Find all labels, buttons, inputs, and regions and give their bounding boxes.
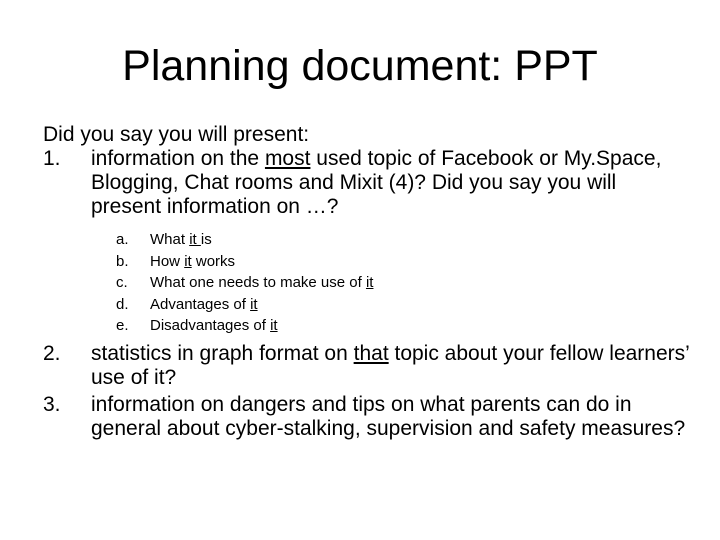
sub-item-text: What it is xyxy=(150,231,212,248)
item-text: statistics in graph format on that topic about your fellow learners’ use of it? xyxy=(91,342,690,389)
sub-item-text: What one needs to make use of it xyxy=(150,274,374,291)
item-number: 3. xyxy=(43,393,61,416)
sub-item-letter: b. xyxy=(116,253,129,270)
item-text: information on the most used topic of Facebook or My.Space, Blogging, Chat rooms and Mixit (4)? Did you say you will present information on …? xyxy=(91,147,662,218)
item-text: information on dangers and tips on what parents can do in general about cyber-stalking, supervision and safety measures? xyxy=(91,393,686,440)
sub-item-letter: a. xyxy=(116,231,129,248)
list-item xyxy=(0,147,720,227)
sub-item-letter: e. xyxy=(116,317,129,334)
sub-item-letter: d. xyxy=(116,296,129,313)
list-item xyxy=(0,342,720,392)
sub-list-item xyxy=(0,315,720,337)
sub-list-item xyxy=(0,272,720,294)
list-item xyxy=(0,393,720,473)
sub-item-text: Disadvantages of it xyxy=(150,317,278,334)
item-number: 1. xyxy=(43,147,61,170)
intro-line: Did you say you will present: xyxy=(43,123,310,146)
sub-item-text: How it works xyxy=(150,253,236,270)
sub-list-item xyxy=(0,294,720,316)
sub-list-item xyxy=(0,251,720,273)
underlined-word: most xyxy=(264,147,311,170)
slide-title: Planning document: PPT xyxy=(122,42,598,90)
underlined-word: that xyxy=(353,342,389,365)
sub-list-item xyxy=(0,229,720,251)
sub-item-letter: c. xyxy=(116,274,128,291)
sub-item-text: Advantages of it xyxy=(150,296,258,313)
item-number: 2. xyxy=(43,342,61,365)
